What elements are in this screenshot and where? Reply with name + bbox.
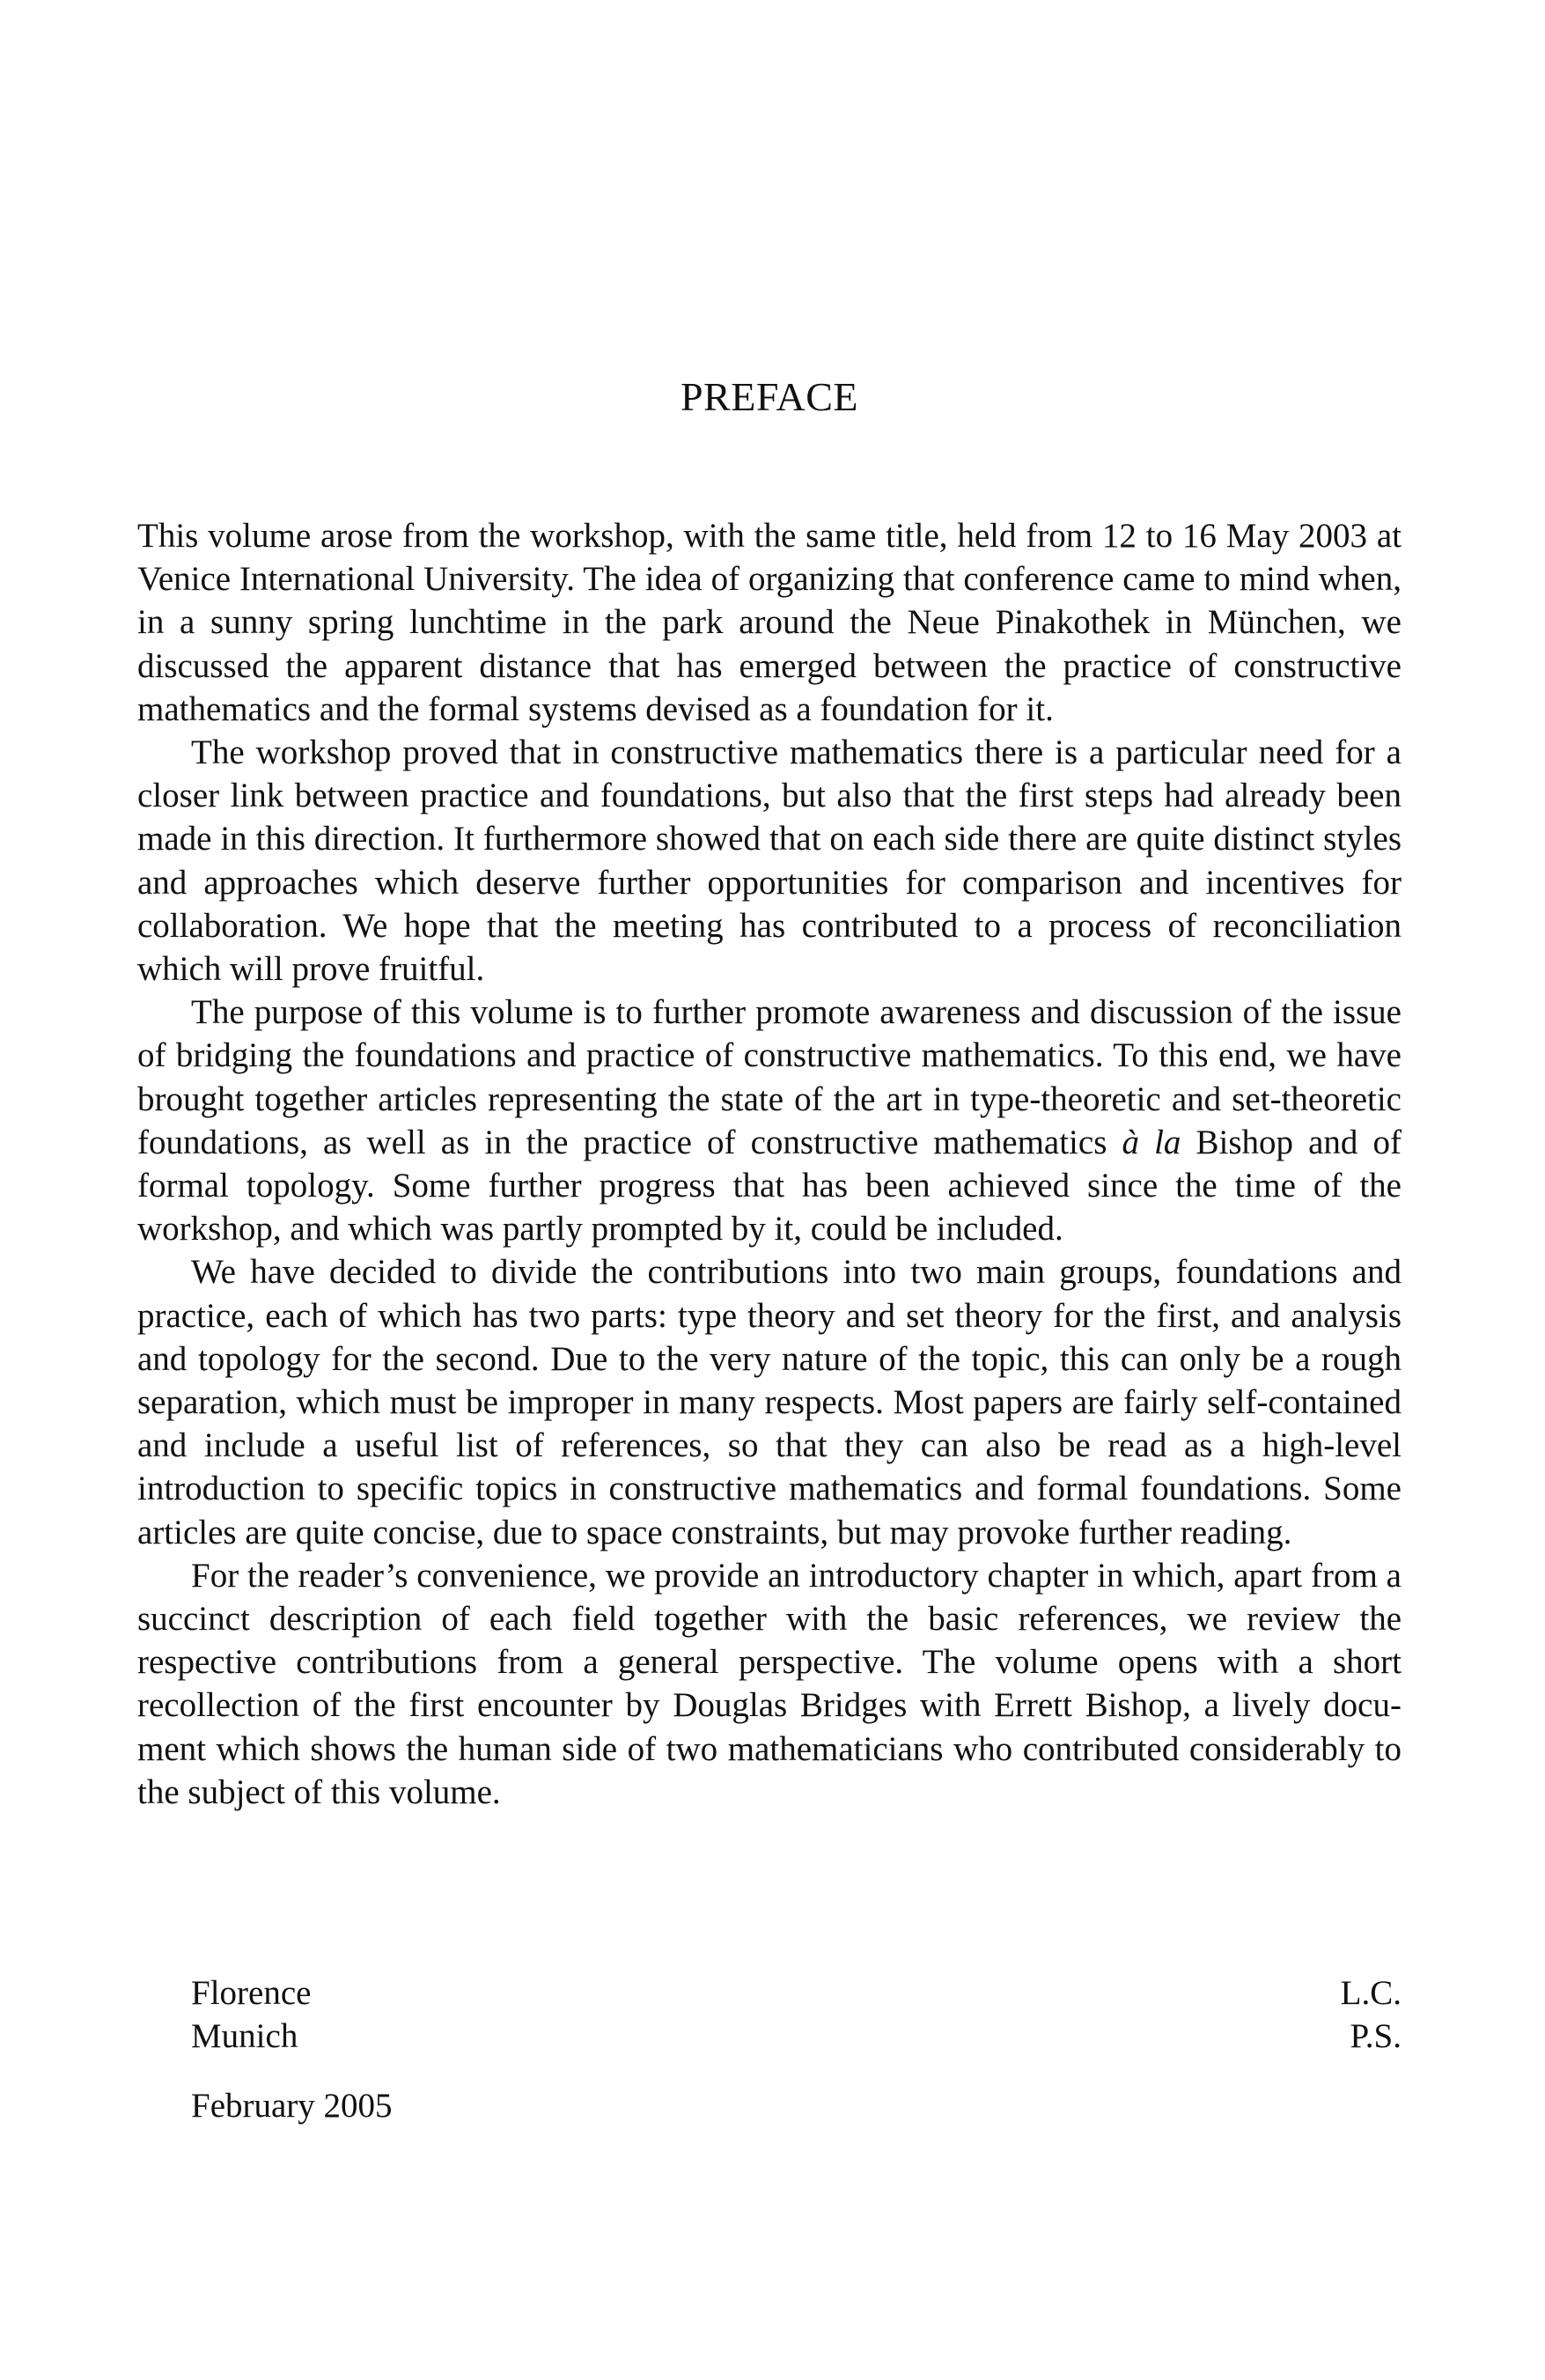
paragraph-5: For the reader’s convenience, we provide an introductory chapter in which, apart from a succinct description of each field together with the basic references, we review the respective contributions from a general perspective. The volume opens with a short recollection of the first encounter by Douglas Bridges with Errett Bishop, a lively document which shows the human side of two mathematicians who contributed considerably to the subject of this volume. <box>137 1556 1402 1811</box>
document-page <box>137 0 1402 2380</box>
signoff-row-munich <box>191 2015 1402 2058</box>
signoff-place: Munich <box>191 2017 298 2055</box>
paragraph-1: This volume arose from the workshop, with the same title, held from 12 to 16 May 2003 at Venice International University. The idea of organizing that conference came to mind when, in a sunny spring lunchtime in the park around the Neue Pinakothek in München, we discussed the apparent distance that has emerged between the practice of constructive mathematics and the formal systems devised as a foundation for it. <box>137 517 1402 728</box>
paragraph-3-text-start: The purpose of this volume is to further promote awareness and discussion of the issue of bridging the foundations and practice of constructive mathematics. To this end, we have brought together articles representing the state of the art in type-theoretic and set-theoretic foundations, as well as in the practice of constructive mathematics <box>137 993 1402 1161</box>
signoff-place: Florence <box>191 1974 312 2012</box>
signoff-initials: P.S. <box>1350 2017 1402 2055</box>
signoff-row-florence <box>191 1971 1402 2015</box>
paragraph-2: The workshop proved that in constructive mathematics there is a particular need for a closer link between practice and foundations, but also that the first steps had already been made in this direction. It furthermore showed that on each side there are quite distinct styles and approaches which deserve further opportunities for comparison and incentives for collaboration. We hope that the meeting has contributed to a process of reconciliation which will prove fruitful. <box>137 733 1402 989</box>
paragraph-3-text-end: Bishop and of formal topology. Some further progress that has been achieved since the time of the workshop, and which was partly prompted by it, could be included. <box>137 1123 1402 1249</box>
signoff-initials: L.C. <box>1340 1974 1402 2012</box>
paragraph-3 <box>137 991 1402 1250</box>
signoff-block <box>191 1971 1402 2148</box>
paragraph-3-italic-phrase: à la <box>1122 1123 1181 1161</box>
paragraph-4: We have decided to divide the contributions into two main groups, foundations and practice, each of which has two parts: type theory and set theory for the first, and analysis and topology for the second. Due to the very nature of the topic, this can only be a rough separation, which must be improper in many respects. Most papers are fairly self-contained and include a useful list of references, so that they can also be read as a high-level introduction to specific topics in constructive mathematics and formal foundations. Some articles are quite concise, due to space constraints, but may provoke further reading. <box>137 1253 1402 1551</box>
signoff-date: February 2005 <box>191 2087 393 2125</box>
preface-body <box>137 514 1402 1814</box>
page-title: PREFACE <box>680 374 859 419</box>
